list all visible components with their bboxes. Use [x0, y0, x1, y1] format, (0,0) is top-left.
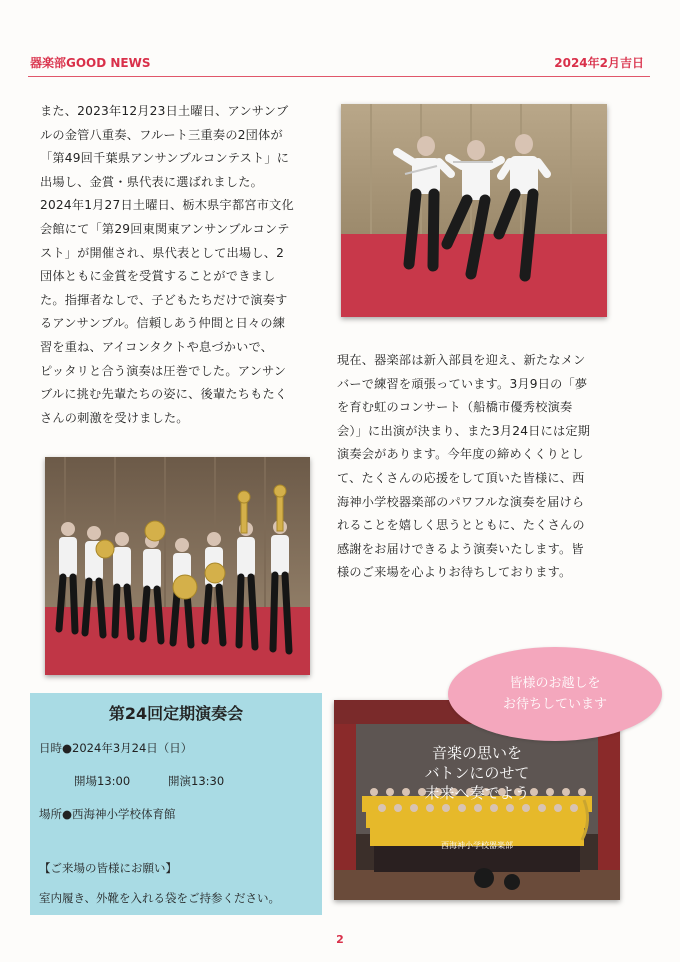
article-line: 「第49回千葉県アンサンブルコンテスト」に [40, 151, 290, 166]
bubble-line-1: 皆様のお越しを [509, 676, 601, 691]
article-line: ピッタリと合う演奏は圧巻でした。アンサン [40, 363, 287, 378]
header-date: 2024年2月吉日 [554, 56, 644, 70]
concert-info-box [30, 693, 322, 915]
poster-line-2: バトンにのせて [424, 764, 530, 782]
article-line: 会館にて「第29回東関東アンサンブルコンテ [40, 221, 290, 236]
article-line: 海神小学校器楽部のパワフルな演奏を届けら [337, 494, 585, 509]
flute-trio-photo [341, 104, 607, 317]
concert-place: 西海神小学校体育館 [72, 807, 176, 821]
header-title: 器楽部GOOD NEWS [30, 56, 151, 70]
header-rule [28, 76, 650, 77]
brass-octet-photo [45, 457, 310, 675]
bubble-line-2: お待ちしています [502, 697, 607, 712]
poster-line-3: 未来へ奏でよう [424, 784, 530, 802]
article-line: また、2023年12月23日土曜日、アンサンブ [40, 104, 289, 118]
article-line: を育む虹のコンサート（船橋市優秀校演奏 [337, 400, 573, 415]
article-line: 感謝をお届けできるよう演奏いたします。皆 [337, 541, 584, 556]
article-line: スト」が開催され、県代表として出場し、2 [40, 245, 285, 260]
date-label: 日時● [39, 741, 73, 755]
article-left [40, 100, 310, 430]
concert-date: 2024年3月24日（日） [72, 741, 193, 755]
concert-date-row [39, 740, 192, 756]
article-right [337, 349, 633, 585]
start-time: 開演13:30 [168, 774, 225, 788]
article-line: た。指揮者なしで、子どもたちだけで演奏す [40, 292, 288, 307]
article-line: 様のご来場を心よりお待ちしております。 [337, 565, 572, 580]
article-line: ブルに挑む先輩たちの姿に、後輩たちもたく [40, 387, 288, 402]
invitation-bubble [448, 647, 662, 741]
article-line: 演奏会があります。今年度の締めくくりとし [337, 447, 584, 462]
article-line: ルの金管八重奏、フルート三重奏の2団体が [40, 127, 283, 142]
article-line: さんの刺激を受けました。 [40, 410, 189, 425]
poster-line-4: 西海神小学校器楽部 [441, 841, 513, 850]
place-label: 場所● [39, 807, 73, 821]
article-line: 習を重ね、アイコンタクトや息づかいで、 [40, 339, 274, 354]
article-line: 団体ともに金賞を受賞することができまし [40, 269, 276, 284]
article-line: バーで練習を頑張っています。3月9日の「夢 [337, 376, 588, 391]
request-title: 【ご来場の皆様にお願い】 [39, 861, 177, 875]
article-line: るアンサンブル。信頼しあう仲間と日々の練 [40, 316, 286, 331]
open-time: 開場13:00 [74, 774, 131, 788]
concert-title: 第24回定期演奏会 [108, 704, 244, 723]
article-line: 会）」に出演が決まり、また3月24日には定期 [337, 423, 591, 438]
article-line: 現在、器楽部は新入部員を迎え、新たなメン [337, 353, 586, 367]
request-text: 室内履き、外靴を入れる袋をご持参ください。 [39, 891, 281, 905]
article-line: て、たくさんの応援をして頂いた皆様に、西 [337, 470, 585, 485]
poster-line-1: 音楽の思いを [431, 744, 523, 762]
concert-place-row [39, 806, 176, 822]
article-line: れることを嬉しく思うとともに、たくさんの [337, 518, 585, 533]
page-number: 2 [336, 933, 344, 946]
article-line: 出場し、金賞・県代表に選ばれました。 [40, 174, 263, 189]
article-line: 2024年1月27日土曜日、栃木県宇都宮市文化 [40, 198, 294, 213]
